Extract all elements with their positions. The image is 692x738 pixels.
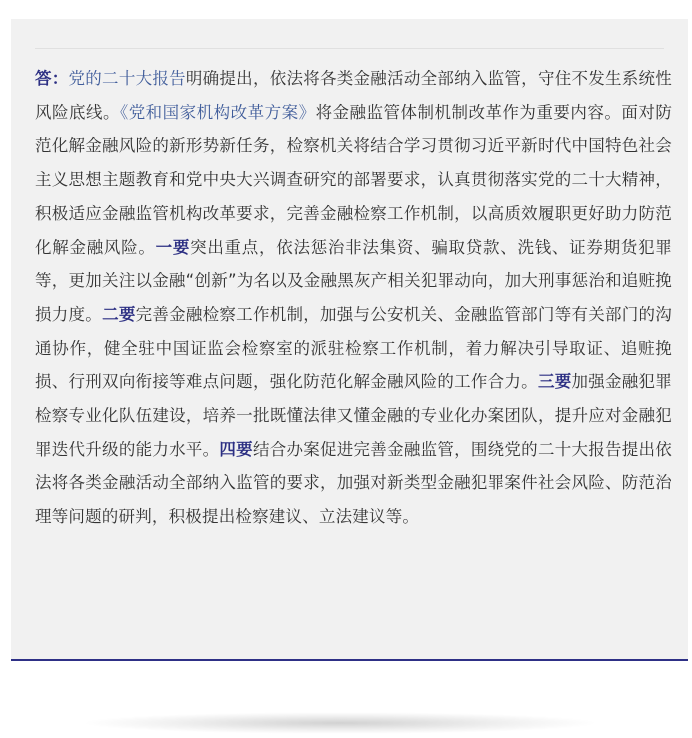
answer-paragraph bbox=[35, 62, 672, 534]
point-3-label: 三要 bbox=[537, 372, 572, 392]
reform-plan-link[interactable]: 《党和国家机构改革方案》 bbox=[119, 102, 316, 122]
report-link[interactable]: 党的二十大报告 bbox=[68, 69, 186, 88]
point-3-text: 加强金融犯罪检察专业化队伍建设，培养一批既懂法律又懂金融的专业化办案团队，提升应对金融犯罪迭代升级的能力水平。 bbox=[35, 372, 673, 459]
point-1-label: 一要 bbox=[155, 237, 191, 257]
answer-label: 答： bbox=[35, 69, 69, 88]
answer-text-1: 明确提出，依法将各类金融活动全部纳入监管，守住不发生系统性风险底线。 bbox=[35, 69, 672, 122]
point-1-text: 突出重点，依法惩治非法集资、骗取贷款、洗钱、证券期货犯罪等，更加关注以金融“创新”为名以及金融黑灰产相关犯罪动向，加大刑事惩治和追赃挽损力度。 bbox=[35, 237, 673, 324]
point-4-text: 结合办案促进完善金融监管，围绕党的二十大报告提出依法将各类金融活动全部纳入监管的要求，加强对新类型金融犯罪案件社会风险、防范治理等问题的研判，积极提出检察建议、立法建议等。 bbox=[35, 439, 673, 527]
point-4-label: 四要 bbox=[219, 439, 253, 459]
decorative-shadow bbox=[80, 712, 600, 734]
answer-text-2: 将金融监管体制机制改革作为重要内容。面对防范化解金融风险的新形势新任务，检察机关将结合学习贯彻习近平新时代中国特色社会主义思想主题教育和党中央大兴调查研究的部署要求，认真贯彻落实党的二十大精神，积极适应金融监管机构改革要求，完善金融检察工作机制，以高质效履职更好助力防范化解金融风险。 bbox=[35, 102, 673, 257]
top-divider bbox=[35, 48, 664, 49]
point-2-label: 二要 bbox=[102, 304, 136, 324]
answer-card bbox=[11, 19, 688, 660]
bottom-divider bbox=[11, 659, 688, 661]
point-2-text: 完善金融检察工作机制，加强与公安机关、金融监管部门等有关部门的沟通协作，健全驻中国证监会检察室的派驻检察工作机制，着力解决引导取证、追赃挽损、行刑双向衔接等难点问题，强化防范化解金融风险的工作合力。 bbox=[35, 304, 672, 392]
